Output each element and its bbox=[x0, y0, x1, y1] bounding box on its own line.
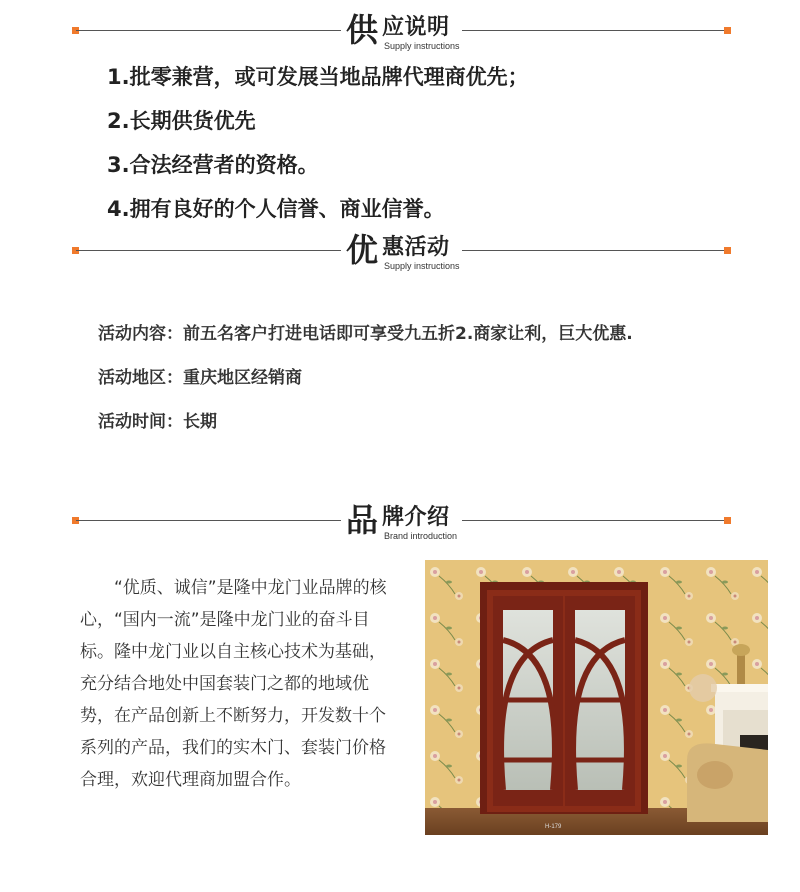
promo-content-row: 活动内容：前五名客户打进电话即可享受九五折2.商家让利，巨大优惠. bbox=[98, 324, 633, 344]
divider-line-left bbox=[76, 30, 341, 31]
section-title bbox=[344, 498, 474, 548]
section-title bbox=[344, 228, 474, 278]
divider-line-left bbox=[76, 250, 341, 251]
door-model-label: H-179 bbox=[545, 824, 562, 830]
supply-item: 3.合法经营者的资格。 bbox=[107, 153, 319, 177]
divider-line-right bbox=[462, 30, 726, 31]
supply-list bbox=[107, 60, 529, 236]
title-rest-chars: 惠活动 bbox=[382, 235, 450, 260]
title-rest-chars: 应说明 bbox=[382, 15, 450, 40]
brand-intro-paragraph: “优质、诚信”是隆中龙门业品牌的核心，“国内一流”是隆中龙门业的奋斗目标。隆中龙门业以自主核心技术为基础，充分结合地处中国套装门之都的地域优势，在产品创新上不断努力，开发数十个系列的产品，我们的实木门、套装门价格合理，欢迎代理商加盟合作。 bbox=[80, 578, 387, 790]
supply-item: 1.批零兼营，或可发展当地品牌代理商优先； bbox=[107, 65, 529, 89]
door-product-photo bbox=[425, 560, 768, 835]
title-subtitle: Supply instructions bbox=[384, 41, 460, 51]
supply-item: 2.长期供货优先 bbox=[107, 109, 256, 133]
title-rest-chars: 牌介绍 bbox=[382, 505, 450, 530]
orange-dot-right bbox=[724, 517, 731, 524]
orange-dot-right bbox=[724, 247, 731, 254]
brand-section-header bbox=[0, 498, 800, 548]
section-title bbox=[344, 8, 474, 58]
divider-line-right bbox=[462, 250, 726, 251]
promo-details bbox=[98, 320, 633, 452]
title-big-char: 优 bbox=[346, 231, 379, 269]
promo-time-row: 活动时间：长期 bbox=[98, 412, 217, 432]
supply-item: 4.拥有良好的个人信誉、商业信誉。 bbox=[107, 197, 445, 221]
title-big-char: 品 bbox=[346, 501, 379, 539]
title-subtitle: Brand introduction bbox=[384, 531, 458, 541]
divider-line-left bbox=[76, 520, 341, 521]
supply-section-header bbox=[0, 8, 800, 58]
title-big-char: 供 bbox=[346, 11, 379, 49]
divider-line-right bbox=[462, 520, 726, 521]
orange-dot-right bbox=[724, 27, 731, 34]
promo-region-row: 活动地区：重庆地区经销商 bbox=[98, 368, 302, 388]
title-subtitle: Supply instructions bbox=[384, 261, 460, 271]
promo-section-header bbox=[0, 228, 800, 278]
